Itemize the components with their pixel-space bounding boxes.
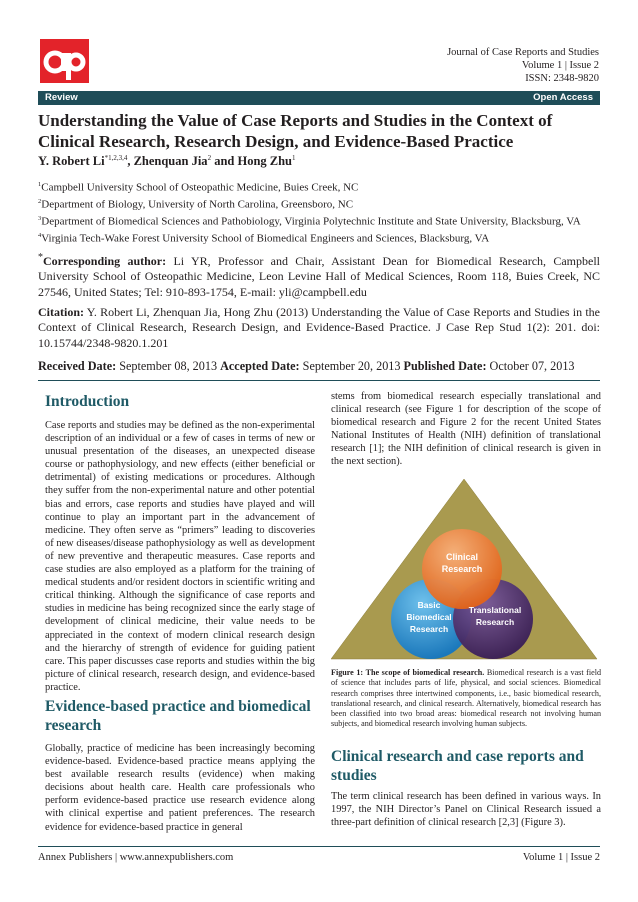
corresponding-label: Corresponding author: — [43, 254, 167, 268]
logo-icon — [40, 39, 89, 83]
corresponding-text: Li YR, Professor and Chair, Assistant Dean for Biomedical Research, Campbell University School of Osteopathic Medicine, Leon Levine Hall of Medical Sciences, Room 118, Buies Creek, NC 27546, United States; Tel: 910-893-1754, E-mail: yli@campbell.edu — [38, 254, 601, 299]
article-dates — [38, 359, 575, 374]
figure-1-diagram — [331, 477, 601, 662]
affiliation-num: 2 — [38, 197, 42, 205]
journal-issn: ISSN: 2348-9820 — [525, 73, 599, 84]
intro-paragraph: Case reports and studies may be defined as the non-experimental description of an individual or a few of cases in terms of new or unusual presentation of the diseases, an unexpected disease course or pathophysiology, and new effects (either beneficial or detrimental) of existing medications or procedures. Although they suffer from the non-experimental nature and other potential bias and errors, case reports and studies have played and will continue to play an important part in the advancement of medicine. They often serve as “primers” leading to discoveries of new diseases/disease pathophysiology as well as development of new preventive and therapeutic measures. Case reports and case studies are also employed as a platform for the training of medical students and/or resident doctors in scientific writing and critical thinking. Although the significance of case reports and studies in medicine has being recognized since the early stage of development of clinical medicine, their value needs to be appreciated in the context of modern clinical research design and the hierarchy of strength of evidence for guiding patient care. This paper discusses case reports and studies within the big picture of clinical research, research design, and evidence-based practice. — [45, 420, 315, 693]
article-type-band — [38, 91, 600, 105]
citation — [38, 305, 600, 351]
footer-volume: Volume 1 | Issue 2 — [522, 852, 600, 863]
caption-text: Biomedical research is a vast field of science that includes parts of life, physical, and social sciences. Biomedical research comprises three intertwined components, i.e., basic biomedical research, translational research, and clinical research. Alternatively, biomedical research has been classified into two broad areas: biomedical research not involving human subjects, and biomedical research involving human subjects. — [331, 668, 601, 729]
section-heading-introduction: Introduction — [45, 393, 130, 410]
caption-label: Figure 1: The scope of biomedical research. — [331, 668, 485, 677]
affiliation — [38, 229, 598, 246]
label-translational-1: Translational — [468, 605, 522, 615]
accepted-label: Accepted Date: — [220, 359, 300, 373]
article-title: Understanding the Value of Case Reports and Studies in the Context of Clinical Research, Research Design, and Evidence-Based Practice — [38, 111, 553, 151]
author-list — [38, 154, 296, 169]
right-intro-paragraph: stems from biomedical research especially translational and clinical research (see Figure 1 for description of the scope of biomedical research and Figure 2 for the recent United States National Institutes of Health (NIH) definition of translational research [1]; the NIH definition of clinical research is given in the next section). — [331, 391, 601, 468]
label-clinical-2: Research — [441, 564, 483, 574]
affiliation-text: Department of Biology, University of North Carolina, Greensboro, NC — [41, 198, 354, 211]
author-name: Y. Robert Li — [38, 154, 105, 169]
author-affiliation-sup: 1 — [292, 154, 296, 162]
author-separator: , — [127, 154, 134, 169]
footer-divider — [38, 846, 600, 847]
received-label: Received Date: — [38, 359, 117, 373]
received-value: September 08, 2013 — [116, 359, 221, 373]
affiliation — [38, 212, 598, 229]
section-heading-evidence-based: Evidence-based practice and biomedical research — [45, 698, 311, 734]
access-type: Open Access — [533, 92, 593, 103]
label-basic-1: Basic — [417, 600, 441, 610]
author-name: Hong Zhu — [237, 154, 293, 169]
article-type: Review — [45, 92, 78, 103]
author-affiliation-sup: *1,2,3,4 — [104, 154, 128, 162]
corresponding-star: * — [38, 252, 43, 263]
label-translational-2: Research — [475, 617, 515, 627]
author-separator: and — [211, 154, 238, 169]
accepted-value: September 20, 2013 — [299, 359, 404, 373]
author-name: Zhenquan Jia — [133, 154, 208, 169]
label-basic-2: Biomedical — [406, 612, 452, 622]
journal-info — [447, 46, 599, 85]
footer-publisher: Annex Publishers | www.annexpublishers.com — [38, 852, 234, 863]
published-label: Published Date: — [403, 359, 487, 373]
evidence-paragraph: Globally, practice of medicine has been increasingly becoming evidence-based. Evidence-based practice means applying the best available research results (evidence) when making decisions about health care. Health care professionals who perform evidence-based practice use research evidence along with clinical expertise and patient preferences. The research evidence for evidence-based practice in general — [45, 743, 315, 833]
label-basic-3: Research — [409, 624, 449, 634]
figure-1-caption — [331, 668, 601, 730]
affiliation-num: 1 — [38, 181, 42, 188]
affiliation-text: Department of Biomedical Sciences and Pathobiology, Virginia Polytechnic Institute and State University, Blacksburg, VA — [41, 215, 581, 228]
affiliation-text: Campbell University School of Osteopathic Medicine, Buies Creek, NC — [41, 181, 359, 194]
header-divider — [38, 380, 600, 381]
affiliation-num: 3 — [38, 214, 42, 222]
clinical-paragraph: The term clinical research has been defined in various ways. In 1997, the NIH Director’s Panel on Clinical Research issued a three-part definition of clinical research [2,3] (Figure 3). — [331, 791, 601, 829]
figure-1 — [331, 477, 601, 662]
affiliation — [38, 178, 598, 195]
citation-text: Y. Robert Li, Zhenquan Jia, Hong Zhu (2013) Understanding the Value of Case Reports and Studies in the Context of Clinical Research, Research Design, and Evidence-Based Practice. J Case Rep Stud 1(2): 201. doi: 10.15744/2348-9820.1.201 — [38, 305, 600, 350]
published-value: October 07, 2013 — [486, 359, 575, 373]
affiliation-num: 4 — [38, 231, 42, 239]
corresponding-author — [38, 250, 600, 300]
journal-volume: Volume 1 | Issue 2 — [521, 60, 599, 71]
affiliations — [38, 178, 598, 246]
author-affiliation-sup: 2 — [207, 154, 212, 162]
affiliation-text: Virginia Tech-Wake Forest University School of Biomedical Engineers and Sciences, Blacksburg, VA — [41, 232, 490, 245]
label-clinical-1: Clinical — [445, 552, 479, 562]
publisher-logo — [40, 39, 89, 83]
section-heading-clinical-research: Clinical research and case reports and studies — [331, 748, 584, 784]
journal-name: Journal of Case Reports and Studies — [447, 47, 599, 58]
citation-label: Citation: — [38, 305, 84, 319]
affiliation — [38, 195, 598, 212]
